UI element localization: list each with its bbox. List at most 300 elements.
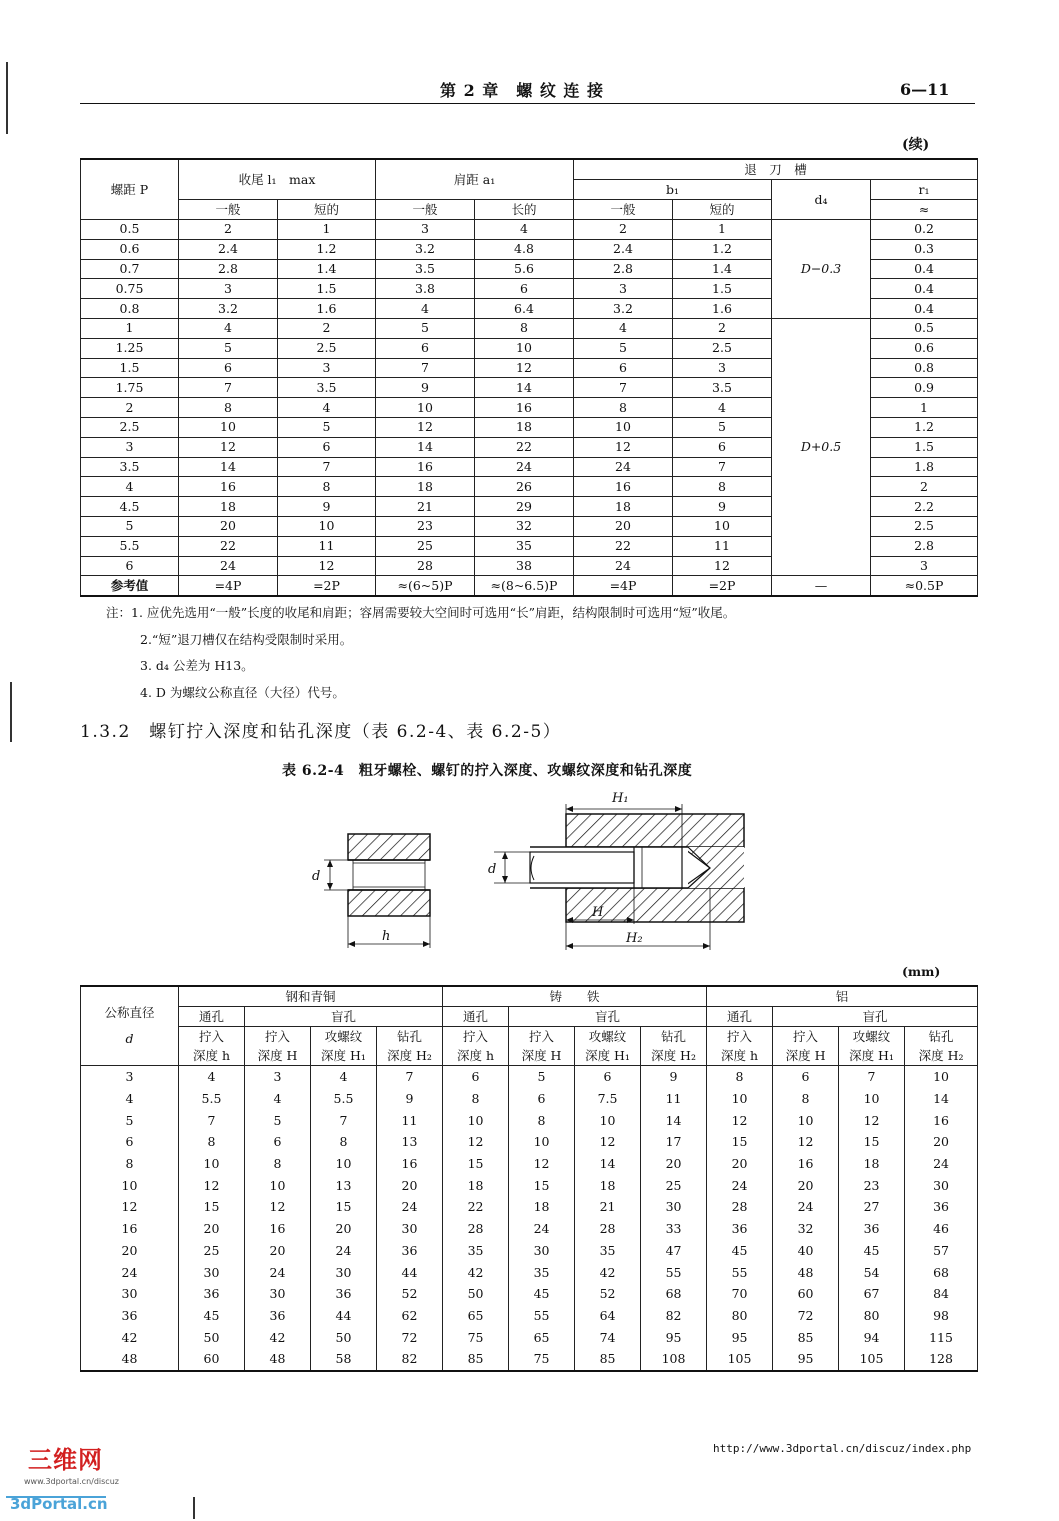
- reference-row: [81, 576, 978, 596]
- table-cell: 15: [839, 1131, 905, 1153]
- table-cell: 42: [81, 1326, 179, 1348]
- table-cell: 20: [707, 1153, 773, 1175]
- table-cell: 9: [377, 1088, 443, 1110]
- table-cell: 33: [641, 1218, 707, 1240]
- col-subheader: 深度 H₁: [575, 1046, 641, 1066]
- table-cell: 108: [641, 1348, 707, 1371]
- table-cell: 8: [574, 398, 673, 418]
- table-cell: 45: [509, 1283, 575, 1305]
- table-row: [81, 1240, 978, 1262]
- table-cell: 1.2: [871, 417, 978, 437]
- table-cell: 1.5: [81, 358, 179, 378]
- table-cell: 12: [443, 1131, 509, 1153]
- table-row: [81, 220, 978, 240]
- scan-mark: [193, 1497, 195, 1519]
- col-subheader: 深度 H₂: [905, 1046, 978, 1066]
- table-cell: 64: [575, 1305, 641, 1327]
- table-cell: 80: [707, 1305, 773, 1327]
- table-cell: 48: [81, 1348, 179, 1371]
- table-cell: 13: [311, 1174, 377, 1196]
- table-cell: 10: [509, 1131, 575, 1153]
- table-cell: 3.2: [574, 299, 673, 319]
- table-cell: 2: [673, 318, 772, 338]
- site-logo: 三维网 www.3dportal.cn/discuz 3dPortal.cn: [6, 1440, 126, 1518]
- header-rule: [80, 103, 975, 104]
- through-hole-drawing: [324, 834, 430, 948]
- table-cell: 0.3: [871, 239, 978, 259]
- table-cell: 28: [443, 1218, 509, 1240]
- table-cell: 95: [641, 1326, 707, 1348]
- col-subheader: 深度 h: [443, 1046, 509, 1066]
- table-cell: 1: [81, 318, 179, 338]
- table-cell: 14: [575, 1153, 641, 1175]
- table-cell: 50: [179, 1326, 245, 1348]
- col-tail-short: 短的: [278, 200, 376, 220]
- table-cell: 7: [376, 358, 475, 378]
- table-cell: 18: [443, 1174, 509, 1196]
- table-cell: =2P: [278, 576, 376, 596]
- table-cell: 0.4: [871, 259, 978, 279]
- table-cell: 20: [179, 1218, 245, 1240]
- table-cell: 6: [443, 1066, 509, 1088]
- col-b1-general: 一般: [574, 200, 673, 220]
- table-cell: 21: [376, 497, 475, 517]
- table-cell: 18: [509, 1196, 575, 1218]
- table-cell: 25: [641, 1174, 707, 1196]
- table-cell: 3: [376, 220, 475, 240]
- table-cell: 30: [245, 1283, 311, 1305]
- table-cell: 62: [377, 1305, 443, 1327]
- col-subheader: 深度 H₁: [311, 1046, 377, 1066]
- unit-label: (mm): [902, 964, 941, 979]
- table-cell: 55: [641, 1261, 707, 1283]
- table-cell: 42: [443, 1261, 509, 1283]
- table-cell: 11: [278, 536, 376, 556]
- table-cell: 67: [839, 1283, 905, 1305]
- table-cell: 18: [179, 497, 278, 517]
- col-d4: d₄: [772, 180, 871, 220]
- table-cell: 94: [839, 1326, 905, 1348]
- table-cell: 2: [179, 220, 278, 240]
- table-cell: 7.5: [575, 1088, 641, 1110]
- table-cell: 40: [773, 1240, 839, 1262]
- table-cell: 30: [81, 1283, 179, 1305]
- col-diameter: 公称直径 d: [81, 986, 179, 1066]
- table-row: [81, 1174, 978, 1196]
- table-cell: 4: [376, 299, 475, 319]
- table-cell: 23: [376, 516, 475, 536]
- col-subheader: 拧入: [773, 1027, 839, 1047]
- table-cell: 6: [81, 1131, 179, 1153]
- table-cell: 30: [905, 1174, 978, 1196]
- table-cell: 7: [278, 457, 376, 477]
- table-cell: 2.4: [574, 239, 673, 259]
- table-cell: 3: [871, 556, 978, 576]
- table-cell: 35: [475, 536, 574, 556]
- al-blind: 盲孔: [773, 1007, 978, 1027]
- table-cell: 9: [673, 497, 772, 517]
- table-cell: 16: [377, 1153, 443, 1175]
- table-cell: 22: [443, 1196, 509, 1218]
- col-subheader: 钻孔: [641, 1027, 707, 1047]
- section-heading: 1.3.2 螺钉拧入深度和钻孔深度（表 6.2-4、表 6.2-5）: [80, 722, 562, 742]
- table-cell: =4P: [179, 576, 278, 596]
- table-cell: 10: [475, 338, 574, 358]
- table-cell: 24: [81, 1261, 179, 1283]
- table-cell: 0.4: [871, 299, 978, 319]
- table-row: [81, 1066, 978, 1088]
- table-cell: 6.4: [475, 299, 574, 319]
- col-b1: b₁: [574, 180, 772, 200]
- table-cell: 50: [311, 1326, 377, 1348]
- table-cell: 24: [311, 1240, 377, 1262]
- table-cell: 4: [179, 1066, 245, 1088]
- table-cell: 10: [376, 398, 475, 418]
- table-cell: 5: [179, 338, 278, 358]
- table-cell: 5: [245, 1109, 311, 1131]
- table-cell: 8: [707, 1066, 773, 1088]
- table-row: [81, 1196, 978, 1218]
- table-cell: 8: [278, 477, 376, 497]
- table-cell: 24: [377, 1196, 443, 1218]
- table-cell: =4P: [574, 576, 673, 596]
- table-cell: 16: [574, 477, 673, 497]
- table-cell: 0.5: [871, 318, 978, 338]
- table-row: [81, 1261, 978, 1283]
- table-cell: 3.5: [673, 378, 772, 398]
- table-cell: 1.2: [673, 239, 772, 259]
- table-cell: 5.5: [179, 1088, 245, 1110]
- table-cell: 1.4: [673, 259, 772, 279]
- table-cell: 15: [509, 1174, 575, 1196]
- table-cell: 3.2: [376, 239, 475, 259]
- table-cell: 28: [707, 1196, 773, 1218]
- col-subheader: 深度 H₁: [839, 1046, 905, 1066]
- table-cell: 7: [377, 1066, 443, 1088]
- table-cell: 30: [377, 1218, 443, 1240]
- table-cell: 6: [179, 358, 278, 378]
- table-cell: 35: [443, 1240, 509, 1262]
- note-2: 2.“短”退刀槽仅在结构受限制时采用。: [140, 631, 353, 647]
- screw-depth-table: [80, 985, 978, 1372]
- table-cell: 12: [278, 556, 376, 576]
- table-cell: 1.75: [81, 378, 179, 398]
- table-cell: 23: [839, 1174, 905, 1196]
- table-cell: 36: [707, 1218, 773, 1240]
- table-cell: 45: [839, 1240, 905, 1262]
- table-cell: 8: [673, 477, 772, 497]
- col-subheader: 拧入: [509, 1027, 575, 1047]
- table-cell: 6: [475, 279, 574, 299]
- table-cell: 35: [575, 1240, 641, 1262]
- table-cell: 38: [475, 556, 574, 576]
- table-cell: 65: [509, 1326, 575, 1348]
- table-cell: 7: [673, 457, 772, 477]
- thread-relief-table: [80, 158, 978, 597]
- table-cell: 12: [673, 556, 772, 576]
- table-cell: 5.6: [475, 259, 574, 279]
- table-cell: 60: [179, 1348, 245, 1371]
- table-cell: 32: [773, 1218, 839, 1240]
- scan-mark: [10, 682, 12, 742]
- table-cell: 5: [509, 1066, 575, 1088]
- table-cell: 4: [81, 477, 179, 497]
- table-cell: 1.25: [81, 338, 179, 358]
- table-cell: 84: [905, 1283, 978, 1305]
- page-number: 6—11: [900, 80, 950, 99]
- table-cell: 10: [905, 1066, 978, 1088]
- table-cell: 6: [278, 437, 376, 457]
- table-cell: 42: [575, 1261, 641, 1283]
- table-cell: 3: [81, 1066, 179, 1088]
- table-cell: 46: [905, 1218, 978, 1240]
- table-cell: 12: [509, 1153, 575, 1175]
- table-cell: 105: [839, 1348, 905, 1371]
- table-cell: 5: [376, 318, 475, 338]
- table-row: [81, 1088, 978, 1110]
- table-cell: 6: [509, 1088, 575, 1110]
- table-cell: 8: [245, 1153, 311, 1175]
- table-cell: 24: [905, 1153, 978, 1175]
- fig-label-H1: H₁: [612, 791, 629, 806]
- table-cell: 4: [245, 1088, 311, 1110]
- table-cell: 16: [245, 1218, 311, 1240]
- table-cell: 1.5: [278, 279, 376, 299]
- table-cell: 45: [707, 1240, 773, 1262]
- table-cell: 10: [245, 1174, 311, 1196]
- table-cell: 4: [81, 1088, 179, 1110]
- table-cell: 3: [81, 437, 179, 457]
- fig-label-H2: H₂: [626, 931, 643, 946]
- table-cell: 2.2: [871, 497, 978, 517]
- table-cell: 24: [707, 1174, 773, 1196]
- table-cell: 5.5: [311, 1088, 377, 1110]
- table-cell: 15: [179, 1196, 245, 1218]
- table-cell: 0.5: [81, 220, 179, 240]
- table-cell: 70: [707, 1283, 773, 1305]
- table-cell: 2.8: [574, 259, 673, 279]
- table-cell: 60: [773, 1283, 839, 1305]
- table-cell: 57: [905, 1240, 978, 1262]
- table-cell: 44: [377, 1261, 443, 1283]
- table-row: [81, 1326, 978, 1348]
- table-row: [81, 1283, 978, 1305]
- table-cell: 82: [641, 1305, 707, 1327]
- table-cell: 4: [278, 398, 376, 418]
- table-cell: 5: [574, 338, 673, 358]
- screw-depth-table-body: [81, 1066, 978, 1371]
- col-subheader: 深度 H: [245, 1046, 311, 1066]
- col-relief: 退 刀 槽: [574, 159, 978, 180]
- table-cell: 3.5: [278, 378, 376, 398]
- col-subheader: 深度 H₂: [641, 1046, 707, 1066]
- table-cell: 3.5: [376, 259, 475, 279]
- table-cell: 6: [376, 338, 475, 358]
- table-cell: ≈(6~5)P: [376, 576, 475, 596]
- table-cell: 12: [574, 437, 673, 457]
- table-cell: 75: [443, 1326, 509, 1348]
- col-subheader: 攻螺纹: [311, 1027, 377, 1047]
- table-cell: 35: [509, 1261, 575, 1283]
- table-cell: 95: [707, 1326, 773, 1348]
- table-cell: 20: [773, 1174, 839, 1196]
- al-through: 通孔: [707, 1007, 773, 1027]
- table2-title: 表 6.2-4 粗牙螺栓、螺钉的拧入深度、攻螺纹深度和钻孔深度: [282, 763, 693, 779]
- table-cell: 10: [773, 1109, 839, 1131]
- table-cell: 1.5: [673, 279, 772, 299]
- table-cell: 85: [443, 1348, 509, 1371]
- table-cell: 9: [376, 378, 475, 398]
- table-cell: 42: [245, 1326, 311, 1348]
- table-cell: 95: [773, 1348, 839, 1371]
- col-r1-approx: ≈: [871, 200, 978, 220]
- table-cell: 75: [509, 1348, 575, 1371]
- table-cell: 10: [443, 1109, 509, 1131]
- table-cell: 50: [443, 1283, 509, 1305]
- table-cell: 36: [839, 1218, 905, 1240]
- table-cell: 4: [574, 318, 673, 338]
- table-cell: 6: [575, 1066, 641, 1088]
- table-cell: 0.6: [81, 239, 179, 259]
- table-cell: 8: [475, 318, 574, 338]
- table-cell: 12: [575, 1131, 641, 1153]
- table-cell: 12: [81, 1196, 179, 1218]
- col-r1: r₁: [871, 180, 978, 200]
- table-cell: 7: [311, 1109, 377, 1131]
- table-cell: 5.5: [81, 536, 179, 556]
- table-cell: 85: [575, 1348, 641, 1371]
- table-cell: 参考值: [81, 576, 179, 596]
- table-cell: 74: [575, 1326, 641, 1348]
- iron-through: 通孔: [443, 1007, 509, 1027]
- table-cell: 48: [245, 1348, 311, 1371]
- table-cell: 16: [81, 1218, 179, 1240]
- steel-through: 通孔: [179, 1007, 245, 1027]
- table-row: [81, 1218, 978, 1240]
- table-row: [81, 1305, 978, 1327]
- table-cell: 11: [673, 536, 772, 556]
- table-cell: 115: [905, 1326, 978, 1348]
- table-cell: 7: [839, 1066, 905, 1088]
- col-subheader: 拧入: [443, 1027, 509, 1047]
- table-cell: 1.2: [278, 239, 376, 259]
- col-subheader: 深度 H: [773, 1046, 839, 1066]
- table-cell: 36: [311, 1283, 377, 1305]
- table-cell: 54: [839, 1261, 905, 1283]
- table-cell: 24: [574, 457, 673, 477]
- table-cell: 25: [179, 1240, 245, 1262]
- table-cell: 18: [376, 477, 475, 497]
- table-cell: 32: [475, 516, 574, 536]
- note-3: 3. d₄ 公差为 H13。: [140, 658, 254, 673]
- table-cell: 3: [673, 358, 772, 378]
- table-cell: 24: [475, 457, 574, 477]
- table-cell: 7: [574, 378, 673, 398]
- table-cell: 20: [81, 1240, 179, 1262]
- screw-depth-figure: [290, 784, 760, 954]
- table-cell: 6: [245, 1131, 311, 1153]
- table-cell: 10: [574, 417, 673, 437]
- table-cell: 9: [278, 497, 376, 517]
- table-cell: 16: [905, 1109, 978, 1131]
- table-cell: 13: [377, 1131, 443, 1153]
- table-cell: 17: [641, 1131, 707, 1153]
- table-cell: 3.5: [81, 457, 179, 477]
- col-steel: 钢和青铜: [179, 986, 443, 1007]
- table-cell: 25: [376, 536, 475, 556]
- col-iron: 铸 铁: [443, 986, 707, 1007]
- table-cell: 3.2: [179, 299, 278, 319]
- table-cell: 15: [443, 1153, 509, 1175]
- table-cell: 45: [179, 1305, 245, 1327]
- table-cell: 2.5: [278, 338, 376, 358]
- table-cell: 2: [81, 398, 179, 418]
- fig-label-H: H: [592, 905, 604, 920]
- table-cell: 2: [574, 220, 673, 240]
- table-cell: 26: [475, 477, 574, 497]
- table-cell: 11: [641, 1088, 707, 1110]
- table-cell: 2.4: [179, 239, 278, 259]
- table-cell: 22: [179, 536, 278, 556]
- table-cell: 12: [839, 1109, 905, 1131]
- table-cell: 16: [376, 457, 475, 477]
- table-row: [81, 1109, 978, 1131]
- table-cell: 28: [575, 1218, 641, 1240]
- table-cell: 1.8: [871, 457, 978, 477]
- table-cell: 22: [475, 437, 574, 457]
- table-cell: 68: [905, 1261, 978, 1283]
- table-cell: 24: [179, 556, 278, 576]
- table-cell: 1.5: [871, 437, 978, 457]
- table-cell: 12: [179, 1174, 245, 1196]
- table-cell: 12: [245, 1196, 311, 1218]
- table-cell: 2.5: [81, 417, 179, 437]
- table-cell: 20: [311, 1218, 377, 1240]
- table-cell: 20: [377, 1174, 443, 1196]
- table-cell: 30: [641, 1196, 707, 1218]
- table-cell: —: [772, 576, 871, 596]
- col-subheader: 深度 h: [179, 1046, 245, 1066]
- table-cell: 4: [673, 398, 772, 418]
- table-cell: 4: [475, 220, 574, 240]
- col-subheader: 拧入: [707, 1027, 773, 1047]
- col-shoulder: 肩距 a₁: [376, 159, 574, 200]
- table-row: [81, 1131, 978, 1153]
- table-cell: 85: [773, 1326, 839, 1348]
- table-cell: 14: [179, 457, 278, 477]
- table-cell: 5: [81, 1109, 179, 1131]
- col-subheader: 攻螺纹: [575, 1027, 641, 1047]
- table-cell: 3: [179, 279, 278, 299]
- table-cell: 3: [278, 358, 376, 378]
- table-cell: 3.8: [376, 279, 475, 299]
- table-cell: 8: [443, 1088, 509, 1110]
- thread-relief-table-body: [81, 220, 978, 597]
- table-cell: 55: [707, 1261, 773, 1283]
- table-cell: 20: [905, 1131, 978, 1153]
- table-cell: 14: [475, 378, 574, 398]
- table-cell: 128: [905, 1348, 978, 1371]
- table-cell: 2: [871, 477, 978, 497]
- table-cell: 68: [641, 1283, 707, 1305]
- footer-url: http://www.3dportal.cn/discuz/index.php: [713, 1442, 972, 1455]
- continued-label: (续): [902, 137, 930, 153]
- table-cell: 24: [574, 556, 673, 576]
- col-subheader: 攻螺纹: [839, 1027, 905, 1047]
- table-cell: 1: [673, 220, 772, 240]
- table-cell: 20: [179, 516, 278, 536]
- table-cell: 2.8: [179, 259, 278, 279]
